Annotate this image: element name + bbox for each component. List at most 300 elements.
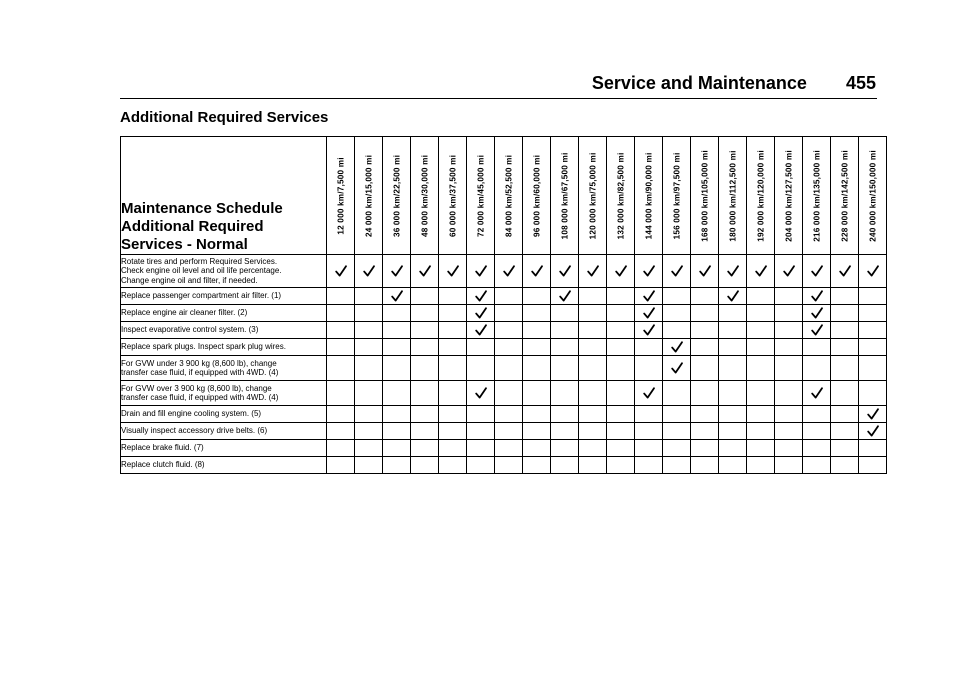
- schedule-cell: [579, 381, 607, 406]
- schedule-cell: [579, 406, 607, 423]
- schedule-cell: [607, 322, 635, 339]
- check-mark-icon: [671, 265, 683, 277]
- schedule-cell: [775, 406, 803, 423]
- schedule-cell: [803, 440, 831, 457]
- interval-header: [439, 137, 467, 255]
- schedule-cell: [859, 457, 887, 474]
- schedule-cell: [663, 255, 691, 288]
- schedule-cell: [579, 339, 607, 356]
- schedule-cell: [803, 356, 831, 381]
- interval-label: 144 000 km/90,000 mi: [644, 152, 653, 239]
- service-task-label: Replace passenger compartment air filter. (1): [121, 288, 327, 305]
- schedule-cell: [327, 288, 355, 305]
- schedule-cell: [663, 339, 691, 356]
- header-divider: [120, 98, 877, 99]
- schedule-cell: [579, 423, 607, 440]
- check-mark-icon: [587, 265, 599, 277]
- schedule-cell: [803, 305, 831, 322]
- schedule-cell: [439, 423, 467, 440]
- check-mark-icon: [867, 265, 879, 277]
- interval-label: 204 000 km/127,500 mi: [784, 149, 793, 242]
- schedule-cell: [775, 339, 803, 356]
- schedule-cell: [859, 440, 887, 457]
- interval-label: 156 000 km/97,500 mi: [672, 152, 681, 239]
- schedule-cell: [355, 322, 383, 339]
- table-row: [121, 255, 887, 288]
- schedule-cell: [691, 356, 719, 381]
- schedule-cell: [523, 423, 551, 440]
- interval-label: 96 000 km/60,000 mi: [532, 154, 541, 237]
- schedule-cell: [467, 339, 495, 356]
- interval-label: 72 000 km/45,000 mi: [476, 154, 485, 237]
- check-mark-icon: [643, 307, 655, 319]
- schedule-cell: [495, 406, 523, 423]
- schedule-cell: [719, 381, 747, 406]
- schedule-cell: [607, 423, 635, 440]
- schedule-cell: [607, 305, 635, 322]
- interval-label: 132 000 km/82,500 mi: [616, 152, 625, 239]
- interval-header: [495, 137, 523, 255]
- schedule-cell: [579, 457, 607, 474]
- schedule-cell: [523, 457, 551, 474]
- schedule-cell: [411, 423, 439, 440]
- page-number: 455: [845, 73, 876, 93]
- schedule-cell: [635, 440, 663, 457]
- schedule-cell: [523, 406, 551, 423]
- schedule-cell: [355, 339, 383, 356]
- interval-label: 12 000 km/7,500 mi: [336, 156, 345, 235]
- check-mark-icon: [727, 290, 739, 302]
- interval-header: [523, 137, 551, 255]
- schedule-cell: [691, 339, 719, 356]
- service-task-label: Replace engine air cleaner filter. (2): [121, 305, 327, 322]
- schedule-cell: [831, 305, 859, 322]
- schedule-cell: [495, 356, 523, 381]
- page-subtitle: Additional Required Services: [120, 109, 329, 126]
- check-mark-icon: [475, 290, 487, 302]
- check-mark-icon: [643, 387, 655, 399]
- schedule-cell: [635, 322, 663, 339]
- schedule-cell: [383, 440, 411, 457]
- schedule-cell: [719, 305, 747, 322]
- schedule-cell: [859, 339, 887, 356]
- schedule-cell: [691, 440, 719, 457]
- schedule-cell: [383, 305, 411, 322]
- interval-header: [831, 137, 859, 255]
- schedule-cell: [579, 305, 607, 322]
- interval-header: [467, 137, 495, 255]
- service-task-label: For GVW over 3 900 kg (8,600 lb), change transfer case fluid, if equipped with 4WD. (4): [121, 381, 327, 406]
- schedule-cell: [831, 288, 859, 305]
- schedule-cell: [607, 406, 635, 423]
- schedule-cell: [831, 339, 859, 356]
- check-mark-icon: [671, 341, 683, 353]
- schedule-cell: [719, 356, 747, 381]
- check-mark-icon: [699, 265, 711, 277]
- interval-label: 60 000 km/37,500 mi: [448, 154, 457, 237]
- service-task-label: Rotate tires and perform Required Services. Check engine oil level and oil life percentage. Change engine oil and filter, if needed.: [121, 255, 327, 288]
- service-task-label: Replace clutch fluid. (8): [121, 457, 327, 474]
- schedule-cell: [775, 423, 803, 440]
- schedule-cell: [859, 288, 887, 305]
- schedule-cell: [747, 356, 775, 381]
- schedule-cell: [411, 440, 439, 457]
- check-mark-icon: [615, 265, 627, 277]
- schedule-cell: [747, 339, 775, 356]
- check-mark-icon: [475, 265, 487, 277]
- schedule-cell: [551, 305, 579, 322]
- schedule-cell: [831, 440, 859, 457]
- check-mark-icon: [419, 265, 431, 277]
- section-title: Service and Maintenance: [591, 73, 807, 93]
- schedule-cell: [355, 423, 383, 440]
- schedule-cell: [439, 440, 467, 457]
- schedule-cell: [663, 305, 691, 322]
- schedule-cell: [719, 288, 747, 305]
- schedule-cell: [495, 255, 523, 288]
- schedule-cell: [355, 406, 383, 423]
- schedule-cell: [411, 305, 439, 322]
- schedule-cell: [439, 288, 467, 305]
- schedule-cell: [355, 288, 383, 305]
- interval-header: [607, 137, 635, 255]
- schedule-cell: [663, 322, 691, 339]
- schedule-cell: [579, 356, 607, 381]
- schedule-cell: [635, 381, 663, 406]
- schedule-cell: [467, 288, 495, 305]
- schedule-cell: [635, 406, 663, 423]
- schedule-cell: [439, 356, 467, 381]
- schedule-cell: [467, 423, 495, 440]
- schedule-cell: [551, 356, 579, 381]
- schedule-cell: [355, 440, 383, 457]
- schedule-cell: [523, 255, 551, 288]
- schedule-cell: [327, 255, 355, 288]
- interval-label: 36 000 km/22,500 mi: [392, 154, 401, 237]
- schedule-cell: [831, 406, 859, 423]
- schedule-cell: [579, 255, 607, 288]
- schedule-cell: [383, 255, 411, 288]
- schedule-cell: [803, 288, 831, 305]
- table-corner-label: Maintenance Schedule Additional Required Services - Normal: [121, 137, 327, 255]
- interval-label: 48 000 km/30,000 mi: [420, 154, 429, 237]
- interval-label: 108 000 km/67,500 mi: [560, 152, 569, 239]
- schedule-cell: [831, 356, 859, 381]
- schedule-cell: [635, 423, 663, 440]
- schedule-cell: [635, 288, 663, 305]
- schedule-cell: [327, 381, 355, 406]
- schedule-cell: [691, 305, 719, 322]
- schedule-cell: [803, 423, 831, 440]
- check-mark-icon: [643, 324, 655, 336]
- schedule-cell: [411, 255, 439, 288]
- schedule-cell: [523, 305, 551, 322]
- schedule-cell: [831, 423, 859, 440]
- schedule-cell: [747, 255, 775, 288]
- service-task-label: Replace brake fluid. (7): [121, 440, 327, 457]
- schedule-cell: [775, 288, 803, 305]
- schedule-cell: [607, 440, 635, 457]
- table-row: [121, 423, 887, 440]
- interval-label: 120 000 km/75,000 mi: [588, 152, 597, 239]
- schedule-cell: [551, 423, 579, 440]
- service-task-label: Inspect evaporative control system. (3): [121, 322, 327, 339]
- schedule-cell: [831, 381, 859, 406]
- interval-header: [635, 137, 663, 255]
- service-task-label: Visually inspect accessory drive belts. (6): [121, 423, 327, 440]
- check-mark-icon: [811, 290, 823, 302]
- schedule-cell: [775, 305, 803, 322]
- schedule-cell: [383, 457, 411, 474]
- table-row: [121, 406, 887, 423]
- schedule-cell: [523, 322, 551, 339]
- service-task-label: Replace spark plugs. Inspect spark plug wires.: [121, 339, 327, 356]
- schedule-cell: [775, 322, 803, 339]
- table-body: [121, 255, 887, 474]
- schedule-cell: [719, 322, 747, 339]
- schedule-cell: [859, 255, 887, 288]
- schedule-cell: [551, 288, 579, 305]
- schedule-cell: [663, 423, 691, 440]
- schedule-cell: [467, 381, 495, 406]
- schedule-cell: [859, 356, 887, 381]
- schedule-cell: [607, 288, 635, 305]
- schedule-cell: [411, 288, 439, 305]
- schedule-cell: [663, 381, 691, 406]
- interval-label: 84 000 km/52,500 mi: [504, 154, 513, 237]
- schedule-cell: [691, 406, 719, 423]
- check-mark-icon: [475, 387, 487, 399]
- schedule-cell: [663, 440, 691, 457]
- schedule-cell: [383, 381, 411, 406]
- schedule-cell: [523, 440, 551, 457]
- schedule-cell: [803, 322, 831, 339]
- schedule-cell: [719, 255, 747, 288]
- page-header: [0, 68, 876, 98]
- schedule-cell: [327, 440, 355, 457]
- interval-header: [411, 137, 439, 255]
- schedule-cell: [803, 381, 831, 406]
- schedule-cell: [775, 440, 803, 457]
- check-mark-icon: [531, 265, 543, 277]
- check-mark-icon: [363, 265, 375, 277]
- schedule-cell: [495, 423, 523, 440]
- schedule-cell: [327, 356, 355, 381]
- interval-header: [803, 137, 831, 255]
- schedule-cell: [607, 339, 635, 356]
- schedule-cell: [327, 423, 355, 440]
- interval-label: 24 000 km/15,000 mi: [364, 154, 373, 237]
- interval-label: 240 000 km/150,000 mi: [868, 149, 877, 242]
- schedule-cell: [495, 381, 523, 406]
- service-task-label: Drain and fill engine cooling system. (5): [121, 406, 327, 423]
- check-mark-icon: [559, 265, 571, 277]
- schedule-cell: [747, 440, 775, 457]
- check-mark-icon: [643, 265, 655, 277]
- interval-header: [383, 137, 411, 255]
- interval-header: [551, 137, 579, 255]
- schedule-cell: [551, 339, 579, 356]
- check-mark-icon: [839, 265, 851, 277]
- schedule-cell: [383, 288, 411, 305]
- schedule-cell: [579, 322, 607, 339]
- schedule-cell: [747, 406, 775, 423]
- schedule-cell: [467, 457, 495, 474]
- schedule-cell: [635, 339, 663, 356]
- schedule-cell: [859, 381, 887, 406]
- schedule-cell: [635, 356, 663, 381]
- schedule-cell: [859, 322, 887, 339]
- schedule-cell: [355, 457, 383, 474]
- schedule-cell: [691, 423, 719, 440]
- schedule-cell: [859, 423, 887, 440]
- interval-header: [719, 137, 747, 255]
- schedule-cell: [635, 305, 663, 322]
- table-row: [121, 356, 887, 381]
- interval-header: [691, 137, 719, 255]
- schedule-cell: [607, 457, 635, 474]
- schedule-cell: [635, 255, 663, 288]
- schedule-cell: [327, 339, 355, 356]
- schedule-cell: [663, 406, 691, 423]
- table-row: [121, 457, 887, 474]
- schedule-cell: [523, 288, 551, 305]
- schedule-cell: [467, 440, 495, 457]
- schedule-cell: [775, 381, 803, 406]
- schedule-cell: [719, 423, 747, 440]
- schedule-cell: [551, 255, 579, 288]
- schedule-cell: [691, 288, 719, 305]
- schedule-cell: [663, 288, 691, 305]
- check-mark-icon: [727, 265, 739, 277]
- schedule-cell: [523, 356, 551, 381]
- schedule-cell: [411, 322, 439, 339]
- interval-header: [775, 137, 803, 255]
- schedule-cell: [747, 457, 775, 474]
- interval-label: 216 000 km/135,000 mi: [812, 149, 821, 242]
- table-row: [121, 288, 887, 305]
- schedule-cell: [579, 288, 607, 305]
- schedule-cell: [495, 288, 523, 305]
- schedule-cell: [551, 406, 579, 423]
- schedule-cell: [439, 406, 467, 423]
- schedule-cell: [551, 381, 579, 406]
- schedule-cell: [467, 356, 495, 381]
- schedule-cell: [775, 356, 803, 381]
- check-mark-icon: [783, 265, 795, 277]
- schedule-cell: [355, 356, 383, 381]
- check-mark-icon: [811, 265, 823, 277]
- schedule-cell: [551, 457, 579, 474]
- interval-label: 180 000 km/112,500 mi: [728, 149, 737, 242]
- interval-header: [579, 137, 607, 255]
- schedule-cell: [383, 339, 411, 356]
- schedule-cell: [859, 305, 887, 322]
- schedule-cell: [523, 381, 551, 406]
- schedule-cell: [663, 356, 691, 381]
- check-mark-icon: [447, 265, 459, 277]
- schedule-cell: [495, 457, 523, 474]
- schedule-cell: [719, 440, 747, 457]
- interval-label: 192 000 km/120,000 mi: [756, 149, 765, 242]
- check-mark-icon: [811, 307, 823, 319]
- schedule-cell: [719, 339, 747, 356]
- schedule-cell: [691, 322, 719, 339]
- check-mark-icon: [475, 307, 487, 319]
- check-mark-icon: [867, 425, 879, 437]
- schedule-cell: [495, 440, 523, 457]
- schedule-cell: [439, 305, 467, 322]
- schedule-cell: [551, 440, 579, 457]
- maintenance-schedule-table: [120, 136, 887, 474]
- schedule-cell: [691, 381, 719, 406]
- schedule-cell: [383, 356, 411, 381]
- schedule-cell: [523, 339, 551, 356]
- check-mark-icon: [391, 265, 403, 277]
- schedule-cell: [327, 322, 355, 339]
- schedule-cell: [831, 255, 859, 288]
- schedule-cell: [439, 457, 467, 474]
- check-mark-icon: [335, 265, 347, 277]
- schedule-cell: [607, 356, 635, 381]
- check-mark-icon: [503, 265, 515, 277]
- schedule-cell: [411, 356, 439, 381]
- schedule-cell: [411, 457, 439, 474]
- schedule-cell: [803, 457, 831, 474]
- interval-header: [355, 137, 383, 255]
- schedule-cell: [411, 406, 439, 423]
- schedule-cell: [467, 305, 495, 322]
- schedule-cell: [439, 322, 467, 339]
- schedule-cell: [859, 406, 887, 423]
- schedule-cell: [327, 457, 355, 474]
- check-mark-icon: [391, 290, 403, 302]
- check-mark-icon: [867, 408, 879, 420]
- table-row: [121, 305, 887, 322]
- schedule-cell: [663, 457, 691, 474]
- table-row: [121, 440, 887, 457]
- table-row: [121, 381, 887, 406]
- schedule-cell: [691, 457, 719, 474]
- schedule-cell: [719, 406, 747, 423]
- check-mark-icon: [811, 324, 823, 336]
- interval-header: [663, 137, 691, 255]
- schedule-cell: [411, 339, 439, 356]
- schedule-cell: [803, 339, 831, 356]
- interval-label: 168 000 km/105,000 mi: [700, 149, 709, 242]
- schedule-cell: [495, 339, 523, 356]
- schedule-cell: [439, 381, 467, 406]
- schedule-cell: [411, 381, 439, 406]
- schedule-cell: [775, 255, 803, 288]
- service-task-label: For GVW under 3 900 kg (8,600 lb), change transfer case fluid, if equipped with 4WD. (4): [121, 356, 327, 381]
- schedule-cell: [383, 406, 411, 423]
- schedule-cell: [355, 255, 383, 288]
- schedule-cell: [327, 406, 355, 423]
- check-mark-icon: [475, 324, 487, 336]
- schedule-cell: [467, 322, 495, 339]
- table-header-row: [121, 137, 887, 255]
- schedule-cell: [383, 322, 411, 339]
- interval-header: [859, 137, 887, 255]
- check-mark-icon: [643, 290, 655, 302]
- check-mark-icon: [671, 362, 683, 374]
- schedule-cell: [467, 406, 495, 423]
- schedule-cell: [747, 423, 775, 440]
- check-mark-icon: [811, 387, 823, 399]
- schedule-cell: [439, 339, 467, 356]
- interval-label: 228 000 km/142,500 mi: [840, 149, 849, 242]
